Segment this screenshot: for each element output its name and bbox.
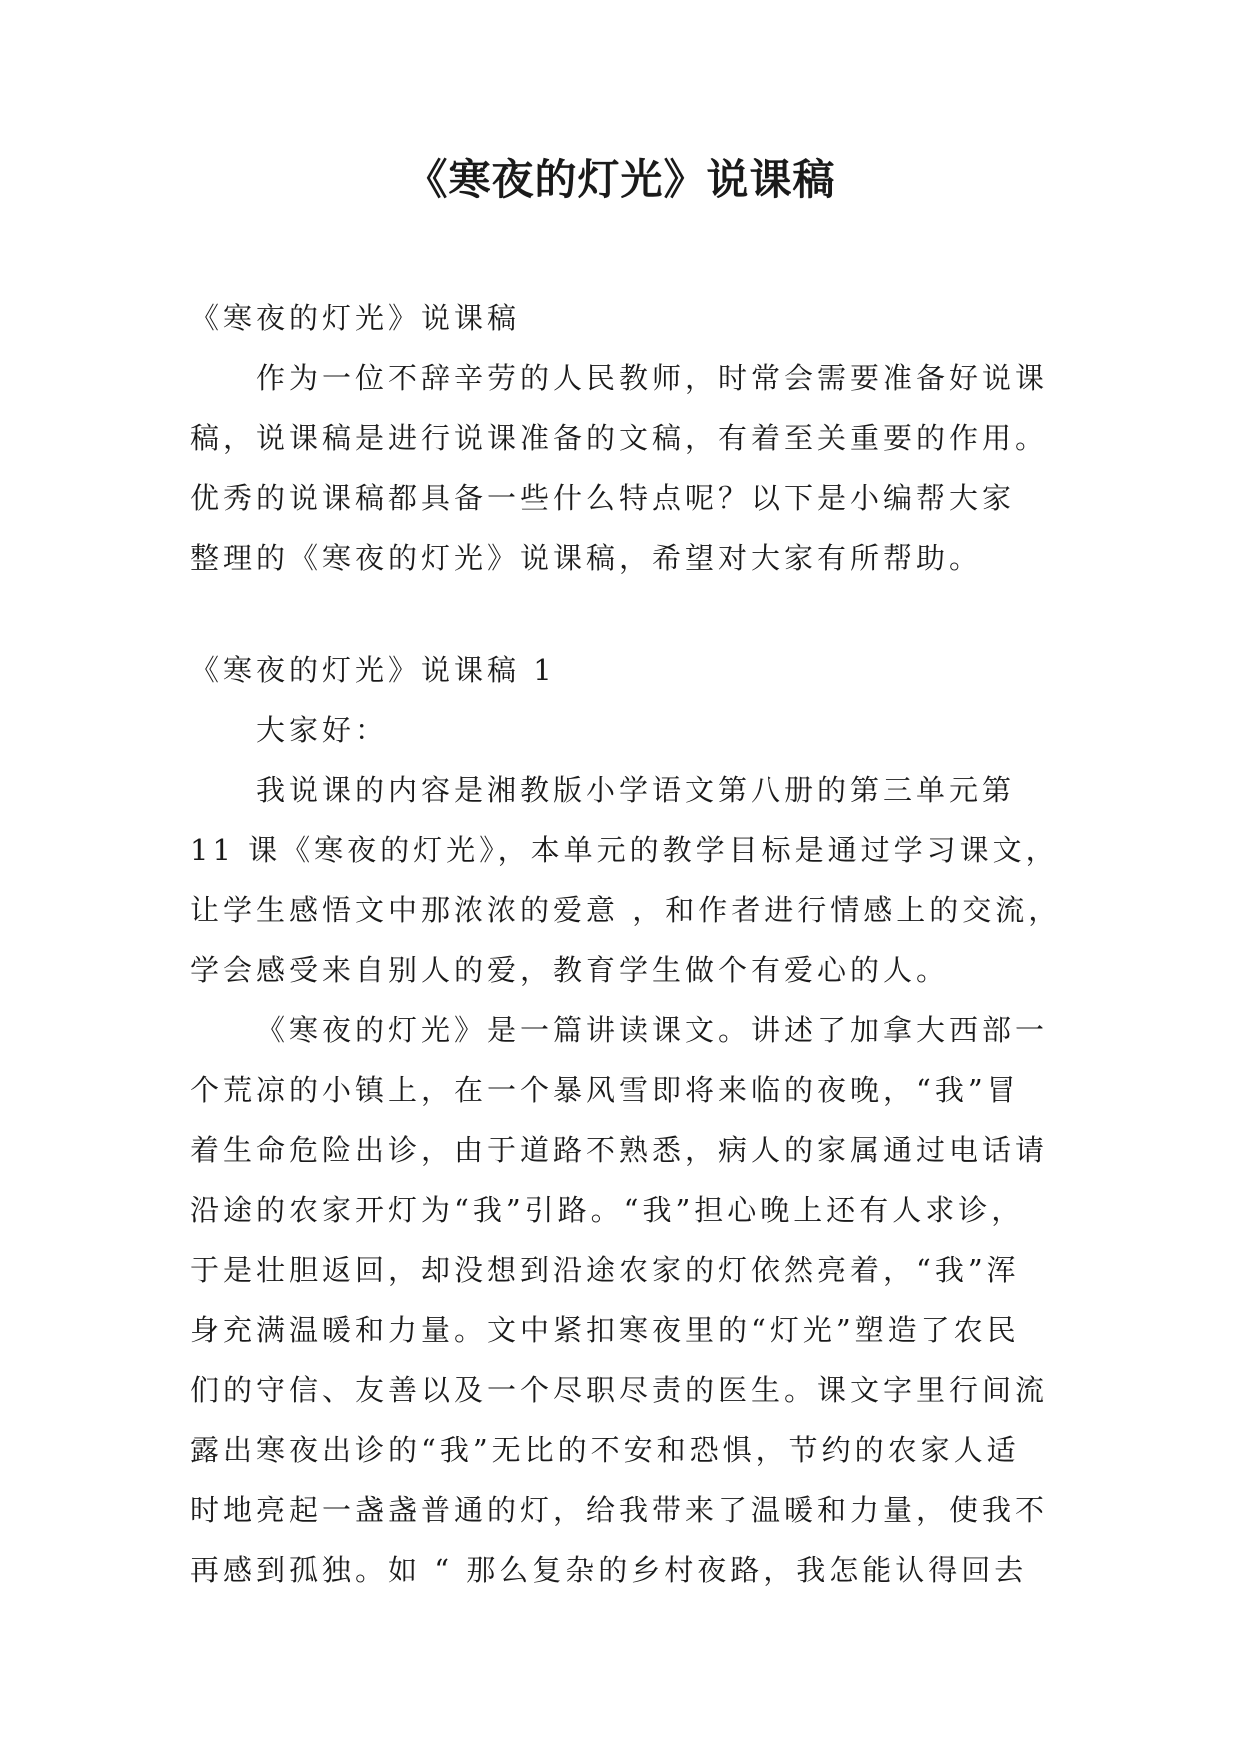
paragraph-line: 沿途的农家开灯为“我”引路。“我”担心晚上还有人求诊， — [190, 1193, 1025, 1227]
paragraph-line: 时地亮起一盏盏普通的灯，给我带来了温暖和力量，使我不 — [190, 1493, 1049, 1527]
paragraph-line: 们的守信、友善以及一个尽职尽责的医生。课文字里行间流 — [190, 1373, 1049, 1407]
paragraph-line: 11 课《寒夜的灯光》，本单元的教学目标是通过学习课文， — [190, 833, 1059, 867]
intro-paragraph — [190, 348, 1070, 588]
paragraph-line: 让学生感悟文中那浓浓的爱意 ，和作者进行情感上的交流， — [190, 893, 1062, 927]
paragraph-gap — [190, 588, 1070, 640]
paragraph-line: 《寒夜的灯光》是一篇讲读课文。讲述了加拿大西部一 — [256, 1013, 1049, 1047]
intro-line: 整理的《寒夜的灯光》说课稿，希望对大家有所帮助。 — [190, 541, 983, 575]
greeting: 大家好： — [256, 713, 389, 747]
paragraph-line: 再感到孤独。如 “ 那么复杂的乡村夜路，我怎能认得回去 — [190, 1553, 1028, 1587]
paragraph-line: 学会感受来自别人的爱，教育学生做个有爱心的人。 — [190, 953, 950, 987]
paragraph-line: 我说课的内容是湘教版小学语文第八册的第三单元第 — [256, 773, 1016, 807]
paragraph-line: 于是壮胆返回，却没想到沿途农家的灯依然亮着，“我”浑 — [190, 1253, 1020, 1287]
section-heading: 《寒夜的灯光》说课稿 1 — [190, 653, 556, 687]
paragraph-line: 着生命危险出诊，由于道路不熟悉，病人的家属通过电话请 — [190, 1133, 1049, 1167]
intro-line: 作为一位不辞辛劳的人民教师，时常会需要准备好说课 — [256, 361, 1049, 395]
paragraph-2 — [190, 1000, 1070, 1600]
document-subtitle: 《寒夜的灯光》说课稿 — [190, 301, 521, 335]
paragraph-line: 身充满温暖和力量。文中紧扣寒夜里的“灯光”塑造了农民 — [190, 1313, 1020, 1347]
document-body — [190, 288, 1070, 1600]
document-title: 《寒夜的灯光》说课稿 — [405, 155, 836, 204]
paragraph-1 — [190, 760, 1070, 1000]
paragraph-line: 个荒凉的小镇上，在一个暴风雪即将来临的夜晚，“我”冒 — [190, 1073, 1020, 1107]
paragraph-line: 露出寒夜出诊的“我”无比的不安和恐惧，节约的农家人适 — [190, 1433, 1020, 1467]
intro-line: 稿，说课稿是进行说课准备的文稿，有着至关重要的作用。 — [190, 421, 1049, 455]
intro-line: 优秀的说课稿都具备一些什么特点呢？以下是小编帮大家 — [190, 481, 1016, 515]
